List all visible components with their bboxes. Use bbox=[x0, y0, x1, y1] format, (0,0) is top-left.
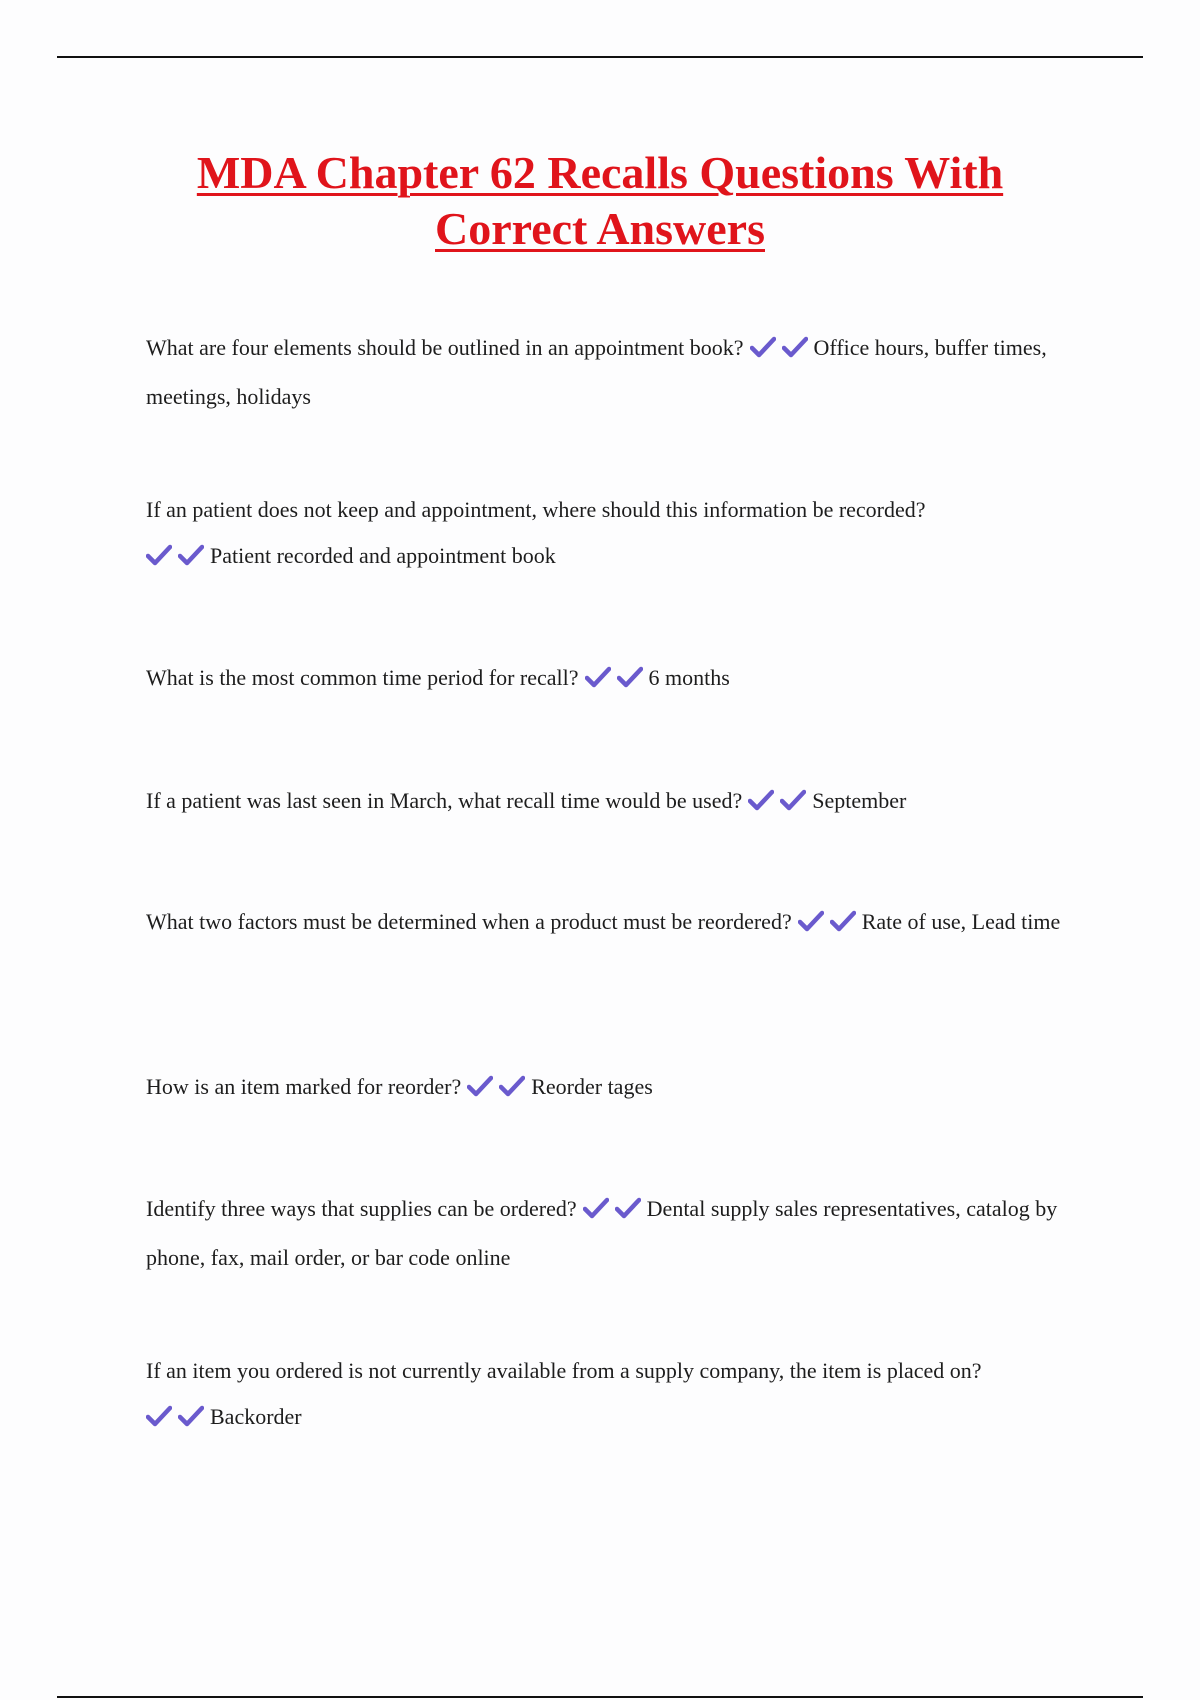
answer-marker bbox=[146, 1397, 206, 1443]
question-text: If a patient was last seen in March, what recall time would be used? bbox=[146, 788, 743, 813]
check-icon bbox=[467, 1075, 493, 1097]
answer-marker bbox=[798, 902, 858, 948]
check-icon bbox=[798, 910, 824, 932]
answer-marker bbox=[146, 536, 206, 582]
answer-text: Reorder tages bbox=[531, 1074, 653, 1099]
question-text: What is the most common time period for recall? bbox=[146, 665, 579, 690]
qa-item-6 bbox=[146, 1064, 1076, 1113]
check-icon bbox=[750, 336, 776, 358]
answer-marker bbox=[750, 328, 810, 374]
answer-text: 6 months bbox=[648, 665, 730, 690]
answer-text: Backorder bbox=[210, 1404, 302, 1429]
check-icon bbox=[780, 789, 806, 811]
qa-item-8 bbox=[146, 1348, 1076, 1443]
qa-item-4 bbox=[146, 778, 1076, 827]
check-icon bbox=[617, 666, 643, 688]
check-icon bbox=[748, 789, 774, 811]
question-text: Identify three ways that supplies can be ordered? bbox=[146, 1196, 577, 1221]
check-icon bbox=[782, 336, 808, 358]
answer-text: Rate of use, Lead time bbox=[861, 909, 1061, 934]
qa-item-2 bbox=[146, 487, 1076, 582]
answer-marker bbox=[583, 1189, 643, 1235]
answer-text: Office hours, buffer times, meetings, holidays bbox=[146, 335, 1047, 409]
check-icon bbox=[615, 1197, 641, 1219]
check-icon bbox=[830, 910, 856, 932]
footer-rule bbox=[57, 1696, 1143, 1698]
question-text: If an item you ordered is not currently available from a supply company, the item is placed on? bbox=[146, 1358, 982, 1383]
answer-marker bbox=[748, 781, 808, 827]
check-icon bbox=[146, 544, 172, 566]
qa-item-3 bbox=[146, 655, 1076, 704]
check-icon bbox=[178, 1405, 204, 1427]
answer-marker bbox=[467, 1067, 527, 1113]
question-text: What two factors must be determined when a product must be reordered? bbox=[146, 909, 792, 934]
question-text: How is an item marked for reorder? bbox=[146, 1074, 462, 1099]
qa-item-7 bbox=[146, 1186, 1076, 1281]
qa-item-5 bbox=[146, 899, 1076, 948]
question-text: If an patient does not keep and appointment, where should this information be recorded? bbox=[146, 497, 926, 522]
qa-item-1 bbox=[146, 325, 1076, 420]
check-icon bbox=[585, 666, 611, 688]
document-title: MDA Chapter 62 Recalls Questions With Correct Answers bbox=[196, 147, 1004, 254]
check-icon bbox=[178, 544, 204, 566]
header-rule bbox=[57, 56, 1143, 58]
answer-text: Patient recorded and appointment book bbox=[210, 543, 556, 568]
check-icon bbox=[146, 1405, 172, 1427]
check-icon bbox=[583, 1197, 609, 1219]
answer-text: Dental supply sales representatives, catalog by phone, fax, mail order, or bar code online bbox=[146, 1196, 1058, 1270]
answer-text: September bbox=[812, 788, 907, 813]
question-text: What are four elements should be outlined in an appointment book? bbox=[146, 335, 744, 360]
answer-marker bbox=[585, 658, 645, 704]
check-icon bbox=[499, 1075, 525, 1097]
